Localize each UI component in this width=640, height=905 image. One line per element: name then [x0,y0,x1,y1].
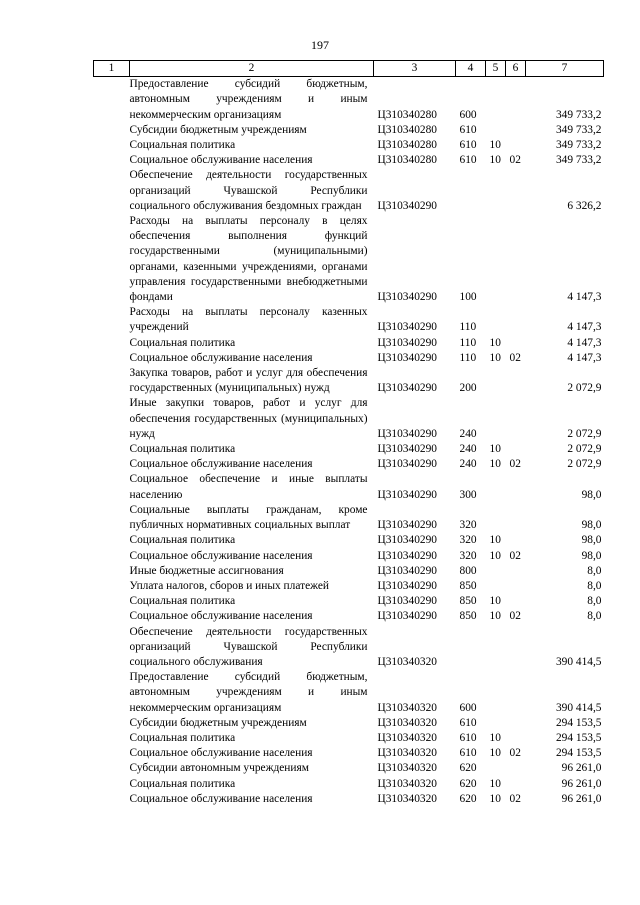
row-expense-type: 240 [459,458,477,471]
row-subsection [506,564,526,579]
row-amount: 96 261,0 [561,777,602,790]
row-name: Социальная политика [129,336,236,349]
row-col-1 [94,351,130,366]
row-expense-type: 110 [459,351,477,364]
table-row [94,153,604,168]
row-expense-type: 320 [459,549,477,562]
table-row [94,366,604,396]
row-col-1 [94,533,130,548]
row-section: 10 [489,595,501,608]
table-row [94,761,604,776]
row-name: Социальная политика [129,731,236,744]
row-section [486,625,506,671]
row-name: Обеспечение деятельности государственных организаций Чувашской Республики социального обслуживания бездомных граждан [129,169,368,212]
row-name: Социальное обслуживание населения [129,458,313,471]
row-target-code: Ц310340320 [377,701,437,714]
row-name: Уплата налогов, сборов и иных платежей [129,579,329,592]
row-name: Расходы на выплаты персоналу казенных учреждений [129,306,368,334]
row-target-code: Ц310340290 [377,321,437,334]
row-section [486,670,506,716]
row-subsection: 02 [509,458,521,471]
row-subsection [506,442,526,457]
row-col-1 [94,670,130,716]
header-col-1: 1 [94,61,130,77]
row-name: Социальная политика [129,777,236,790]
row-expense-type: 800 [459,564,477,577]
row-target-code: Ц310340290 [377,595,437,608]
table-row [94,777,604,792]
row-name: Социальное обслуживание населения [129,792,313,805]
row-target-code: Ц310340320 [377,716,437,729]
row-target-code: Ц310340290 [377,610,437,623]
row-expense-type: 850 [459,610,477,623]
row-section: 10 [489,747,501,760]
row-section [486,396,506,442]
table-row [94,564,604,579]
row-amount: 4 147,3 [567,291,602,304]
row-target-code: Ц310340290 [377,534,437,547]
table-row [94,472,604,502]
table-header [94,61,604,77]
row-target-code: Ц310340290 [377,291,437,304]
row-section: 10 [489,534,501,547]
row-section [486,168,506,214]
header-col-7: 7 [526,61,604,77]
row-amount: 2 072,9 [567,458,602,471]
row-col-1 [94,503,130,533]
row-subsection [506,305,526,335]
row-section [486,77,506,123]
row-subsection [506,168,526,214]
row-name: Субсидии автономным учреждениям [129,762,309,775]
row-target-code: Ц310340320 [377,792,437,805]
table-row [94,533,604,548]
row-target-code: Ц310340290 [377,549,437,562]
row-name: Социальное обслуживание населения [129,549,313,562]
row-expense-type: 610 [459,731,477,744]
table-row [94,579,604,594]
row-target-code: Ц310340320 [377,747,437,760]
table-row [94,168,604,214]
row-target-code: Ц310340290 [377,427,437,440]
row-col-1 [94,457,130,472]
row-amount: 8,0 [587,595,602,608]
row-amount: 8,0 [587,610,602,623]
row-subsection [506,670,526,716]
row-col-1 [94,564,130,579]
row-expense-type: 610 [459,154,477,167]
table-row [94,457,604,472]
row-target-code: Ц310340320 [377,777,437,790]
page-number: 197 [311,38,329,52]
row-subsection: 02 [509,792,521,805]
row-expense-type: 850 [459,595,477,608]
row-col-1 [94,214,130,305]
table-row [94,351,604,366]
table-row [94,549,604,564]
row-amount: 294 153,5 [555,731,602,744]
row-subsection [506,138,526,153]
row-name: Социальная политика [129,139,236,152]
row-section: 10 [489,443,501,456]
row-name: Социальное обслуживание населения [129,351,313,364]
row-amount: 98,0 [581,488,602,501]
row-section [486,472,506,502]
row-amount: 349 733,2 [555,108,602,121]
row-amount: 390 414,5 [555,655,602,668]
row-col-1 [94,579,130,594]
row-target-code: Ц310340290 [377,351,437,364]
row-expense-type: 320 [459,519,477,532]
row-amount: 4 147,3 [567,351,602,364]
row-name: Иные бюджетные ассигнования [129,564,284,577]
row-col-1 [94,549,130,564]
budget-table [93,60,604,807]
row-section: 10 [489,731,501,744]
row-expense-type: 610 [459,139,477,152]
row-expense-type: 110 [459,321,477,334]
row-col-1 [94,336,130,351]
table-row [94,594,604,609]
row-name: Иные закупки товаров, работ и услуг для обеспечения государственных (муниципальных) нужд [129,397,368,440]
row-expense-type: 100 [459,291,477,304]
table-row [94,670,604,716]
row-amount: 349 733,2 [555,154,602,167]
row-subsection: 02 [509,549,521,562]
table-row [94,123,604,138]
row-subsection [506,777,526,792]
row-expense-type: 600 [459,701,477,714]
row-target-code: Ц310340320 [377,731,437,744]
row-col-1 [94,761,130,776]
row-subsection [506,533,526,548]
row-amount: 96 261,0 [561,762,602,775]
row-subsection [506,594,526,609]
row-amount: 294 153,5 [555,747,602,760]
row-amount: 2 072,9 [567,443,602,456]
row-subsection [506,214,526,305]
row-name: Закупка товаров, работ и услуг для обеспечения государственных (муниципальных) нужд [129,367,368,395]
row-name: Субсидии бюджетным учреждениям [129,123,307,136]
row-expense-type: 320 [459,534,477,547]
header-col-5: 5 [486,61,506,77]
row-name: Субсидии бюджетным учреждениям [129,716,307,729]
row-target-code: Ц310340290 [377,458,437,471]
row-expense-type: 620 [459,792,477,805]
row-col-1 [94,168,130,214]
row-col-1 [94,625,130,671]
row-amount: 98,0 [581,519,602,532]
row-expense-type: 610 [459,747,477,760]
row-subsection [506,761,526,776]
table-row [94,77,604,123]
header-col-4: 4 [456,61,486,77]
row-amount: 8,0 [587,564,602,577]
row-expense-type: 200 [459,382,477,395]
header-col-6: 6 [506,61,526,77]
row-section [486,564,506,579]
row-expense-type: 600 [459,108,477,121]
row-target-code: Ц310340290 [377,443,437,456]
row-target-code: Ц310340290 [377,336,437,349]
row-subsection [506,625,526,671]
table-row [94,609,604,624]
table-row [94,396,604,442]
row-col-1 [94,472,130,502]
row-expense-type: 610 [459,123,477,136]
row-expense-type: 300 [459,488,477,501]
row-target-code: Ц310340290 [377,564,437,577]
row-col-1 [94,594,130,609]
row-target-code: Ц310340290 [377,519,437,532]
row-subsection [506,366,526,396]
row-amount: 2 072,9 [567,427,602,440]
row-expense-type: 110 [459,336,477,349]
table-row [94,138,604,153]
row-expense-type: 240 [459,427,477,440]
row-subsection [506,731,526,746]
row-section: 10 [489,336,501,349]
row-section: 10 [489,610,501,623]
row-expense-type: 610 [459,716,477,729]
row-section: 10 [489,154,501,167]
row-subsection [506,579,526,594]
row-subsection [506,77,526,123]
row-amount: 98,0 [581,549,602,562]
row-name: Социальное обеспечение и иные выплаты населению [129,473,368,501]
row-section [486,503,506,533]
row-section: 10 [489,458,501,471]
row-expense-type: 850 [459,579,477,592]
row-subsection [506,503,526,533]
row-amount: 390 414,5 [555,701,602,714]
header-col-3: 3 [374,61,456,77]
row-subsection: 02 [509,747,521,760]
row-subsection: 02 [509,610,521,623]
table-row [94,625,604,671]
table-row [94,792,604,807]
row-name: Социальная политика [129,595,236,608]
row-expense-type [456,625,486,671]
row-amount: 96 261,0 [561,792,602,805]
row-col-1 [94,716,130,731]
row-amount: 349 733,2 [555,139,602,152]
row-name: Обеспечение деятельности государственных организаций Чувашской Республики социального обслуживания [129,625,368,668]
row-name: Предоставление субсидий бюджетным, автономным учреждениям и иным некоммерческим организациям [129,671,368,714]
row-amount: 294 153,5 [555,716,602,729]
row-target-code: Ц310340320 [377,762,437,775]
row-section [486,366,506,396]
row-col-1 [94,396,130,442]
row-col-1 [94,138,130,153]
row-col-1 [94,366,130,396]
row-subsection [506,396,526,442]
row-col-1 [94,305,130,335]
row-name: Социальное обслуживание населения [129,610,313,623]
row-amount: 98,0 [581,534,602,547]
row-col-1 [94,123,130,138]
row-amount: 6 326,2 [567,199,602,212]
table-row [94,746,604,761]
row-col-1 [94,609,130,624]
row-expense-type: 620 [459,762,477,775]
row-name: Социальное обслуживание населения [129,747,313,760]
table-row [94,305,604,335]
row-amount: 4 147,3 [567,336,602,349]
row-name: Расходы на выплаты персоналу в целях обеспечения выполнения функций государственными (муниципальными) органами, казенными учреждениями, органами управления государственными внебюджетными фондами [129,215,368,304]
row-subsection [506,716,526,731]
row-section [486,123,506,138]
table-row [94,336,604,351]
row-amount: 349 733,2 [555,123,602,136]
row-section [486,579,506,594]
row-amount: 2 072,9 [567,382,602,395]
row-target-code: Ц310340280 [377,123,437,136]
table-row [94,214,604,305]
row-col-1 [94,731,130,746]
row-section [486,214,506,305]
row-name: Социальные выплаты гражданам, кроме публичных нормативных социальных выплат [129,503,368,532]
table-body [94,77,604,807]
row-section: 10 [489,549,501,562]
row-target-code: Ц310340320 [377,655,437,668]
row-subsection [506,472,526,502]
row-expense-type: 620 [459,777,477,790]
table-row [94,442,604,457]
row-section: 10 [489,351,501,364]
row-section [486,761,506,776]
row-col-1 [94,77,130,123]
table-row [94,716,604,731]
row-col-1 [94,777,130,792]
row-expense-type [456,168,486,214]
row-section [486,716,506,731]
row-name: Социальная политика [129,534,236,547]
row-section: 10 [489,792,501,805]
row-subsection: 02 [509,351,521,364]
row-name: Предоставление субсидий бюджетным, автономным учреждениям и иным некоммерческим организациям [129,78,368,121]
row-name: Социальная политика [129,443,236,456]
row-target-code: Ц310340290 [377,382,437,395]
row-name: Социальное обслуживание населения [129,154,313,167]
row-section: 10 [489,139,501,152]
row-target-code: Ц310340290 [377,488,437,501]
row-amount: 8,0 [587,579,602,592]
row-section: 10 [489,777,501,790]
row-col-1 [94,746,130,761]
row-target-code: Ц310340280 [377,108,437,121]
row-section [486,305,506,335]
row-amount: 4 147,3 [567,321,602,334]
table-row [94,731,604,746]
row-subsection: 02 [509,154,521,167]
row-expense-type: 240 [459,443,477,456]
row-target-code: Ц310340290 [377,199,437,212]
row-col-1 [94,153,130,168]
row-subsection [506,336,526,351]
row-target-code: Ц310340280 [377,154,437,167]
row-subsection [506,123,526,138]
header-col-2: 2 [130,61,374,77]
row-col-1 [94,442,130,457]
table-row [94,503,604,533]
row-target-code: Ц310340290 [377,579,437,592]
row-col-1 [94,792,130,807]
row-target-code: Ц310340280 [377,139,437,152]
